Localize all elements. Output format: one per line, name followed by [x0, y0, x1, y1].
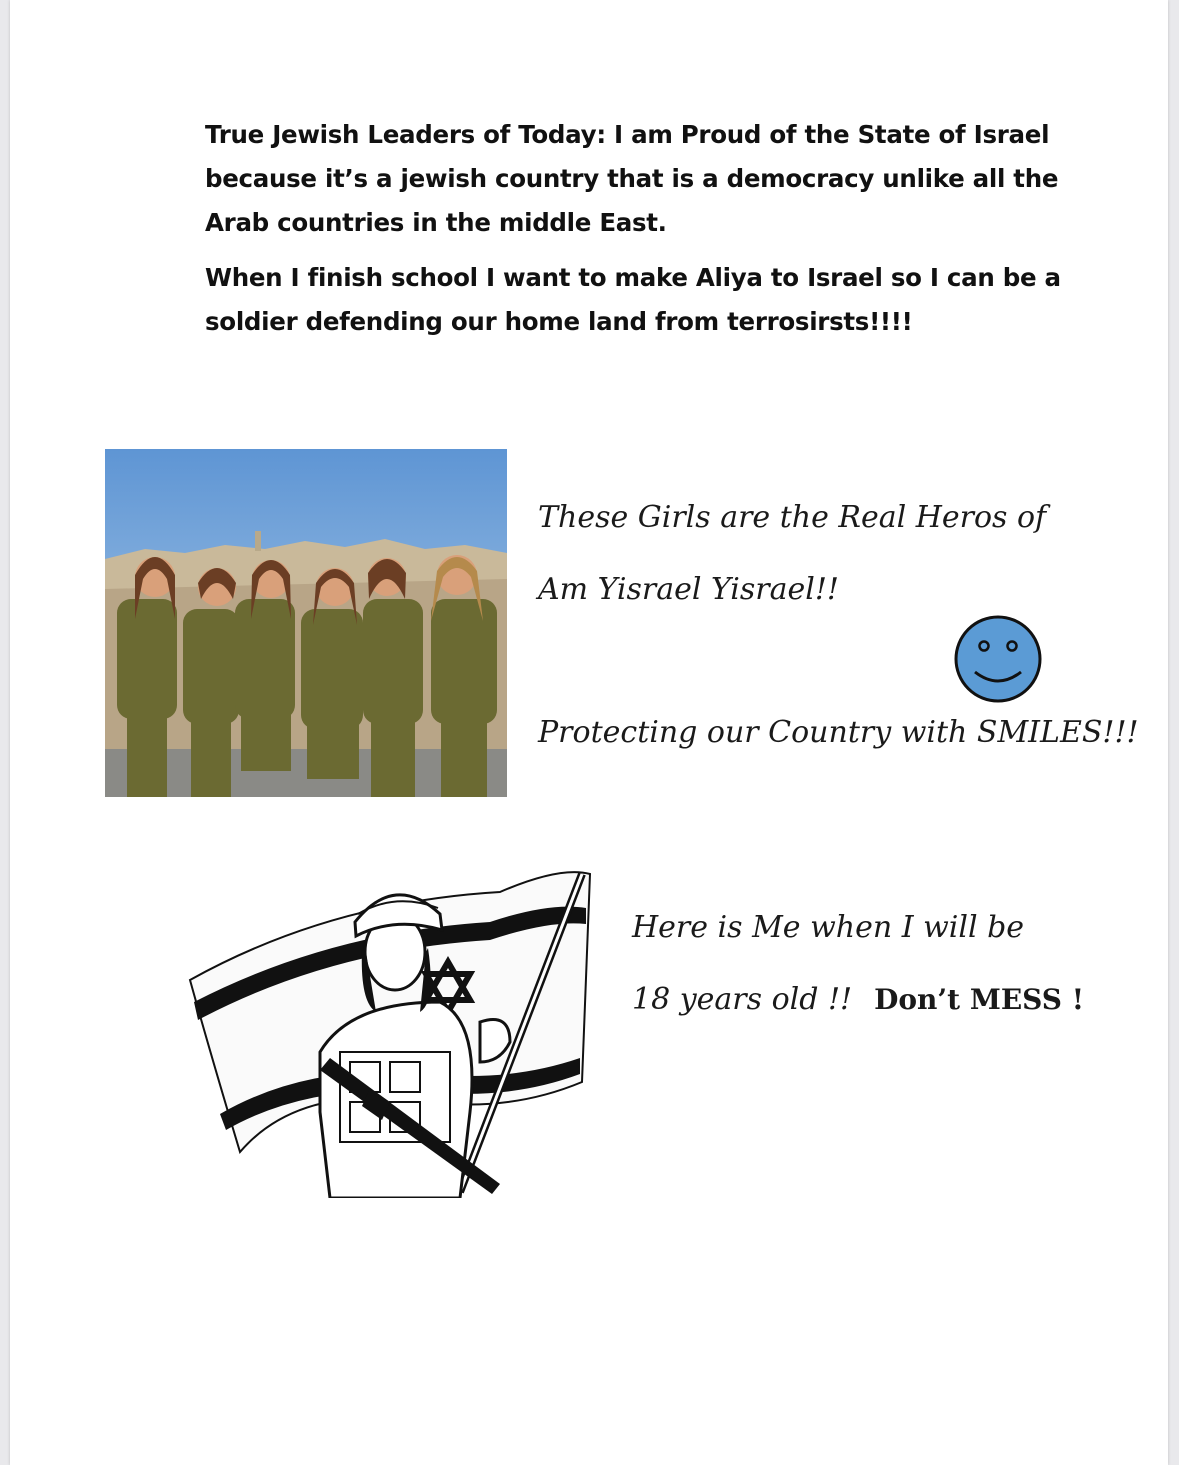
heroes-line-3: Protecting our Country with SMILES!!! — [538, 715, 1139, 750]
document-page — [10, 0, 1168, 1465]
soldier-flag-drawing — [180, 852, 592, 1198]
intro-paragraph-2: When I finish school I want to make Aliya to Israel so I can be a soldier defending our home land from terrosirsts!!!! — [205, 263, 1061, 336]
intro-paragraph-1: True Jewish Leaders of Today: I am Proud of the State of Israel because it’s a jewish country that is a democracy unlike all the Arab countries in the middle East. — [205, 120, 1059, 237]
smiley-face-icon — [953, 614, 1043, 704]
intro-text — [205, 113, 1065, 344]
future-line-1: Here is Me when I will be — [632, 910, 1025, 945]
future-line-2 — [632, 982, 1084, 1017]
heroes-line-1: These Girls are the Real Heros of — [538, 500, 1047, 535]
future-age-text: 18 years old !! — [632, 982, 853, 1017]
heroes-line-2: Am Yisrael Yisrael!! — [538, 572, 839, 607]
dont-mess-text: Don’t MESS ! — [874, 983, 1085, 1016]
soldiers-photo — [105, 449, 507, 797]
